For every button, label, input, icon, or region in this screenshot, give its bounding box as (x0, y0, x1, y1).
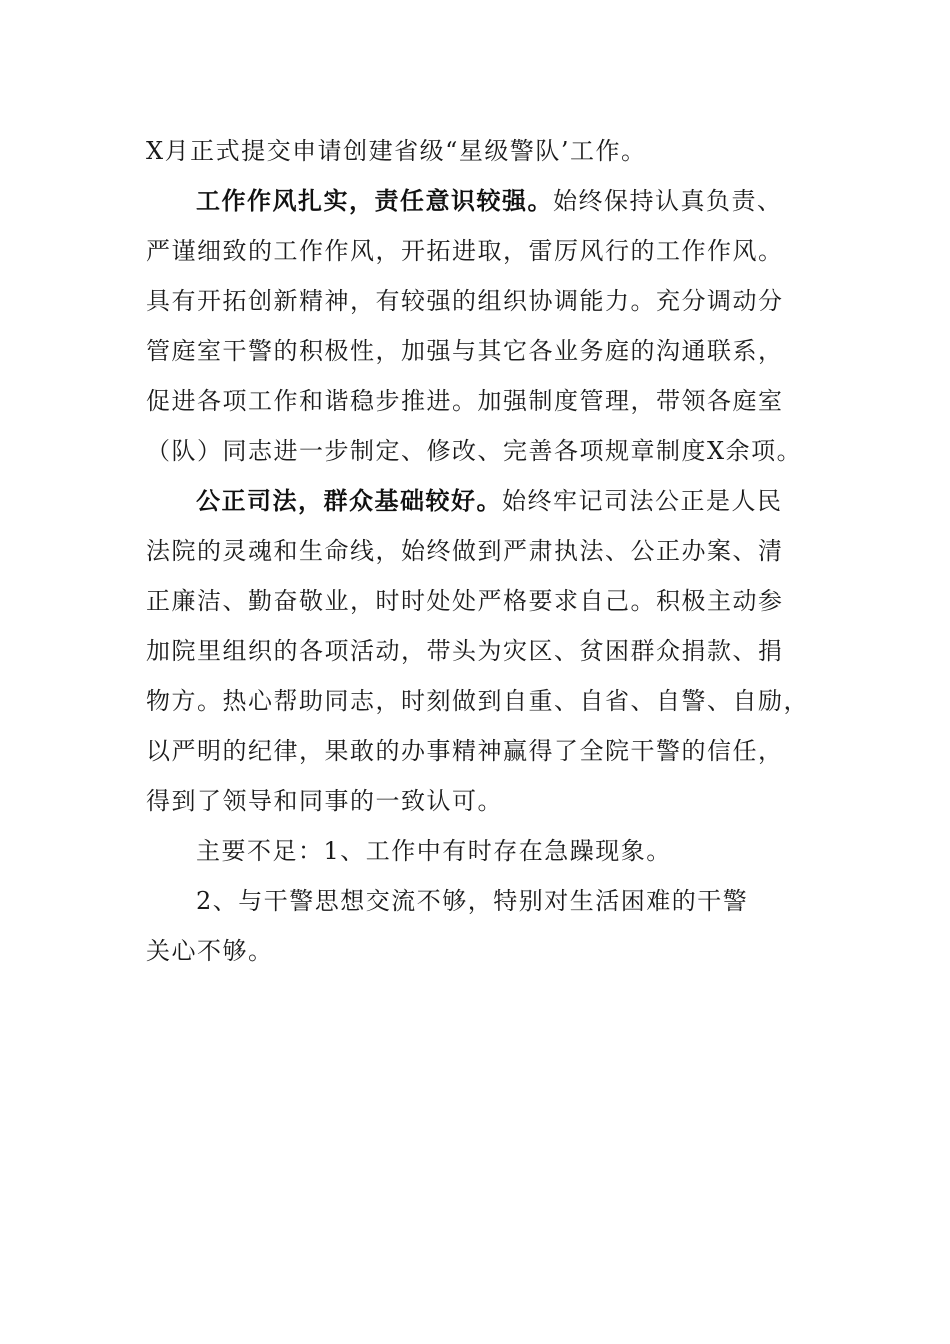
paragraph-3-line-1-rest: 始终牢记司法公正是人民 (502, 487, 783, 515)
paragraph-3-line-4: 加院里组织的各项活动，带头为灾区、贫困群众捐款、捐 (146, 637, 784, 665)
paragraph-3-line-3: 正廉洁、勤奋敬业，时时处处严格要求自己。积极主动参 (146, 587, 784, 615)
paragraph-1-line-1: X月正式提交申请创建省级“星级警队’工作。 (146, 137, 647, 165)
paragraph-3-heading: 公正司法，群众基础较好。 (196, 487, 502, 515)
paragraph-2-line-4: 管庭室干警的积极性，加强与其它各业务庭的沟通联系， (146, 337, 784, 365)
paragraph-3-line-6: 以严明的纪律，果敢的办事精神赢得了全院干警的信任， (146, 737, 784, 765)
paragraph-5-line-1: 2、与干警思想交流不够，特别对生活困难的干警 (196, 887, 749, 915)
paragraph-2-line-1 (146, 176, 806, 226)
paragraph-2-line-2: 严谨细致的工作作风，开拓进取，雷厉风行的工作作风。 (146, 237, 784, 265)
paragraph-2-heading: 工作作风扎实，责任意识较强。 (196, 187, 553, 215)
paragraph-2-line-3: 具有开拓创新精神，有较强的组织协调能力。充分调动分 (146, 287, 784, 315)
paragraph-2-line-1-rest: 始终保持认真负责、 (553, 187, 783, 215)
paragraph-5-line-2: 关心不够。 (146, 937, 274, 965)
paragraph-2-line-5: 促进各项工作和谐稳步推进。加强制度管理，带领各庭室 (146, 387, 784, 415)
paragraph-3-line-2: 法院的灵魂和生命线，始终做到严肃执法、公正办案、清 (146, 537, 784, 565)
paragraph-3-line-7: 得到了领导和同事的一致认可。 (146, 787, 503, 815)
paragraph-3-line-1 (146, 476, 806, 526)
paragraph-3-line-5: 物方。热心帮助同志，时刻做到自重、自省、自警、自励， (146, 687, 809, 715)
paragraph-2-line-6: （队）同志进一步制定、修改、完善各项规章制度X余项。 (146, 437, 803, 465)
document-body (146, 126, 809, 976)
paragraph-4-line-1: 主要不足：1、工作中有时存在急躁现象。 (196, 837, 672, 865)
